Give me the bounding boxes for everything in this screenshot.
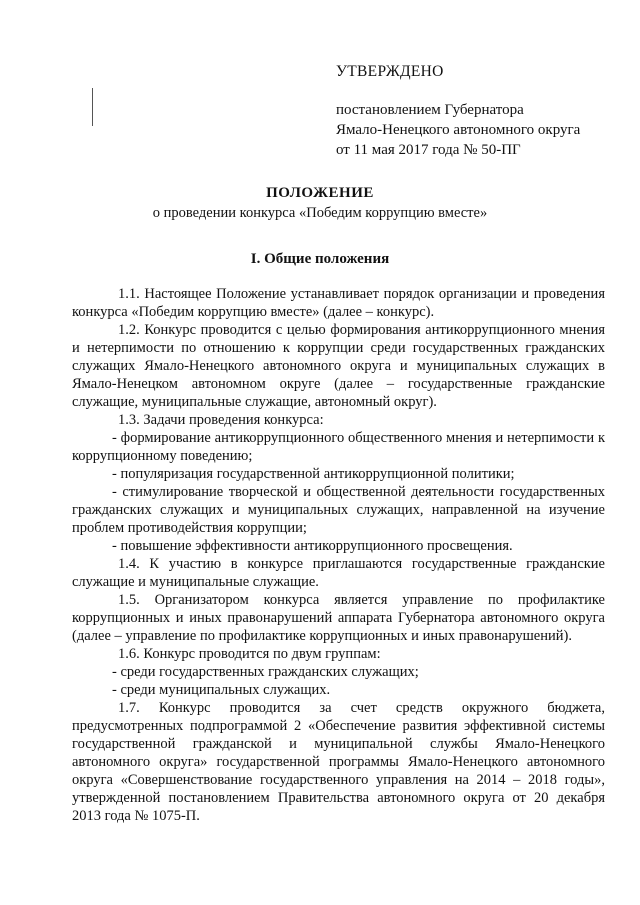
- list-item: - среди государственных гражданских служащих;: [112, 664, 419, 680]
- scan-artifact-line: [92, 88, 93, 126]
- document-title-block: [0, 183, 640, 223]
- paragraph-1-2: 1.2. Конкурс проводится с целью формирования антикоррупционного мнения и нетерпимости по отношению к коррупции среди государственных гражданских служащих Ямало-Ненецкого автономного округа и муниципальных служащих в Ямало-Ненецком автономном округе (далее – государственные гражданские служащие, муниципальные служащие, автономный округ).: [72, 322, 605, 410]
- list-item: - формирование антикоррупционного общественного мнения и нетерпимости к коррупционному поведению;: [72, 430, 605, 464]
- paragraph-1-3: 1.3. Задачи проведения конкурса:: [118, 412, 324, 428]
- list-item: - стимулирование творческой и общественной деятельности государственных гражданских служащих и муниципальных служащих, направленной на изучение проблем противодействия коррупции;: [72, 484, 605, 536]
- approval-line-1: постановлением Губернатора: [336, 102, 524, 118]
- paragraph-1-4: 1.4. К участию в конкурсе приглашаются государственные гражданские служащие и муниципальные служащие.: [72, 556, 605, 590]
- list-item: - популяризация государственной антикоррупционной политики;: [112, 466, 515, 482]
- approval-line-3: от 11 мая 2017 года № 50-ПГ: [336, 142, 521, 158]
- paragraph-1-5: 1.5. Организатором конкурса является управление по профилактике коррупционных и иных правонарушений аппарата Губернатора автономного округа (далее – управление по профилактике коррупционных и иных правонарушений).: [72, 592, 605, 644]
- section-heading: I. Общие положения: [250, 251, 390, 267]
- paragraph-1-1: 1.1. Настоящее Положение устанавливает порядок организации и проведения конкурса «Победим коррупцию вместе» (далее – конкурс).: [72, 286, 605, 320]
- list-item: - среди муниципальных служащих.: [112, 682, 331, 698]
- approval-line-2: Ямало-Ненецкого автономного округа: [336, 122, 581, 138]
- document-subtitle: о проведении конкурса «Победим коррупцию вместе»: [152, 205, 488, 221]
- paragraph-1-7: 1.7. Конкурс проводится за счет средств окружного бюджета, предусмотренных подпрограммой 2 «Обеспечение развития эффективной системы государственной гражданской и муниципальной службы Ямало-Ненецкого автономного округа» государственной программы Ямало-Ненецкого автономного округа «Совершенствование государственного управления на 2014 – 2018 годы», утвержденной постановлением Правительства автономного округа от 20 декабря 2013 года № 1075-П.: [72, 700, 605, 824]
- approval-block: [336, 62, 580, 160]
- document-title: ПОЛОЖЕНИЕ: [266, 185, 374, 201]
- approval-stamp: УТВЕРЖДЕНО: [336, 63, 444, 80]
- paragraph-1-6: 1.6. Конкурс проводится по двум группам:: [118, 646, 381, 662]
- document-body: [72, 285, 605, 825]
- list-item: - повышение эффективности антикоррупционного просвещения.: [112, 538, 513, 554]
